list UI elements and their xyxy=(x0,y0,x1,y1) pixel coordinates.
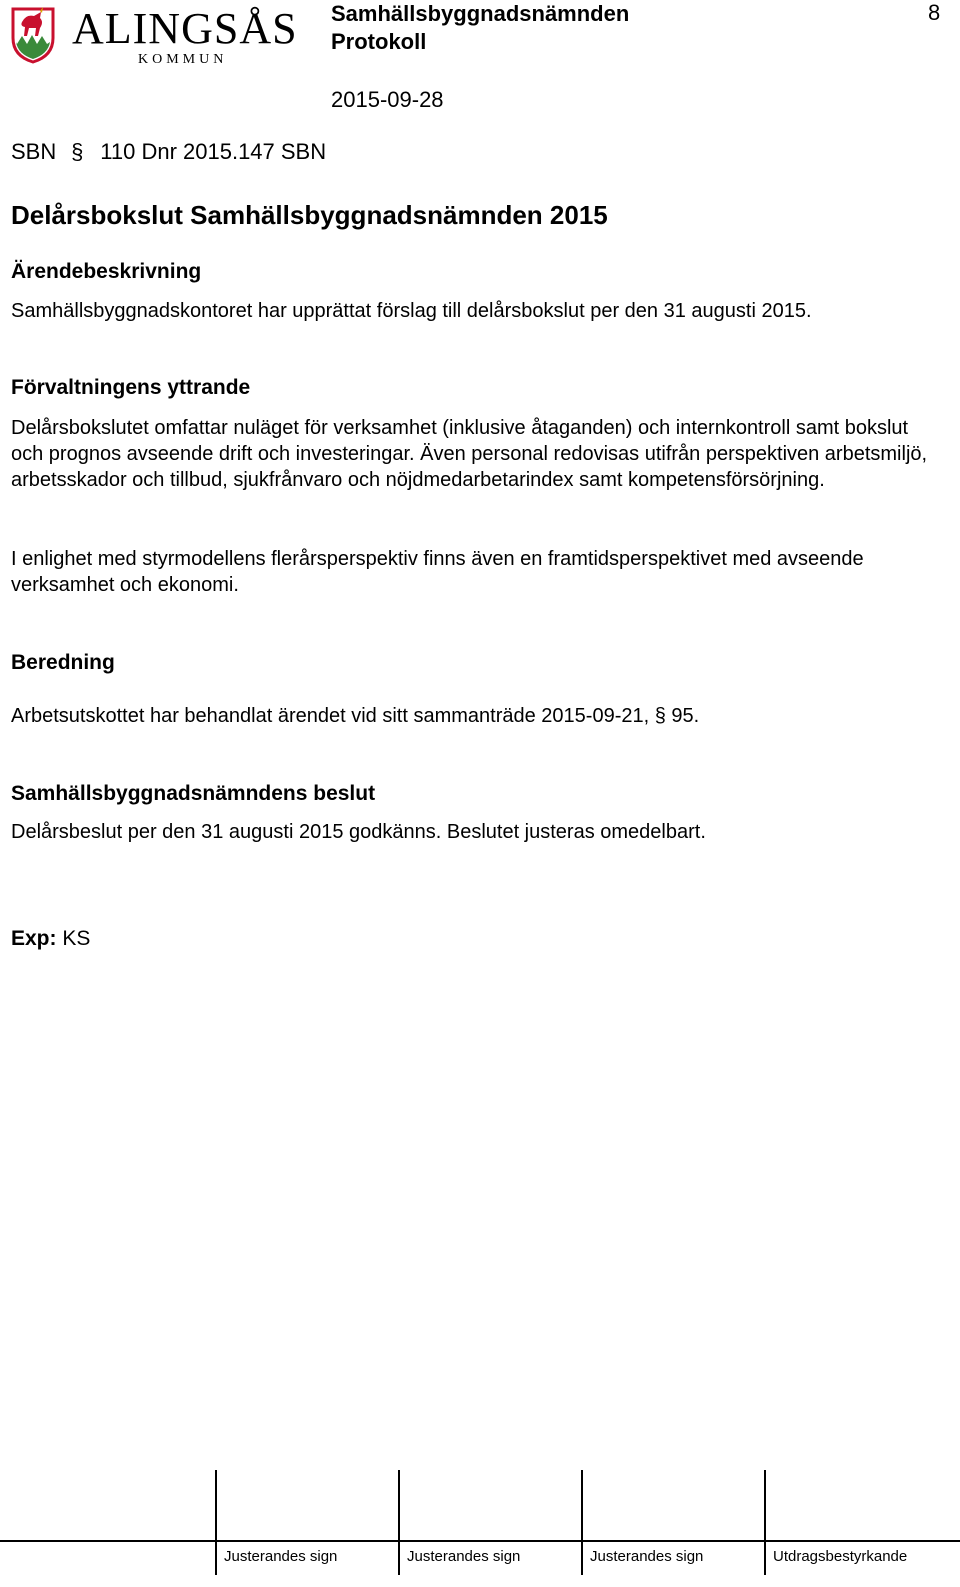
section-heading: Ärendebeskrivning xyxy=(11,260,202,283)
section-heading: Beredning xyxy=(11,651,115,674)
document-type: Protokoll xyxy=(331,29,427,54)
page-title: Delårsbokslut Samhällsbyggnadsnämnden 2015 xyxy=(11,200,608,230)
signature-label: Justerandes sign xyxy=(590,1548,704,1565)
section-number: 110 xyxy=(100,139,136,164)
signature-divider xyxy=(215,1470,217,1575)
signature-label: Utdragsbestyrkande xyxy=(773,1548,908,1565)
section-symbol: § xyxy=(71,139,84,164)
section-paragraph: I enlighet med styrmodellens flerårsperspektiv finns även en framtidsperspektivet med avseende verksamhet och ekonomi. xyxy=(11,548,864,596)
logo-subtitle: KOMMUN xyxy=(138,52,228,67)
signature-label: Justerandes sign xyxy=(407,1548,521,1565)
expedition-label: Exp: xyxy=(11,927,57,950)
expedition-recipient: KS xyxy=(62,927,91,950)
signature-label: Justerandes sign xyxy=(224,1548,338,1565)
ref-org: SBN xyxy=(11,139,57,164)
committee-name: Samhällsbyggnadsnämnden xyxy=(331,1,630,26)
section-heading: Förvaltningens yttrande xyxy=(11,376,251,399)
logo-wordmark: ALINGSÅS xyxy=(72,4,298,53)
section-paragraph: Samhällsbyggnadskontoret har upprättat förslag till delårsbokslut per den 31 augusti 2015. xyxy=(11,300,812,322)
section-paragraph: Delårsbeslut per den 31 augusti 2015 godkänns. Beslutet justeras omedelbart. xyxy=(11,821,706,843)
case-reference xyxy=(11,138,326,166)
signature-baseline xyxy=(0,1540,960,1542)
diary-number: Dnr 2015.147 SBN xyxy=(141,139,327,164)
section-paragraph: Delårsbokslutet omfattar nuläget för verksamhet (inklusive åtaganden) och internkontroll samt bokslut och prognos avseende drift och investeringar. Även personal redovisas utifrån perspektiven arbetsmiljö, arbetsskador och tillbud, sjukfrånvaro och nöjdmedarbetarindex samt kompetensförsörjning. xyxy=(11,417,928,491)
signature-divider xyxy=(581,1470,583,1575)
coat-of-arms-icon xyxy=(10,6,56,64)
meeting-date: 2015-09-28 xyxy=(331,87,444,112)
page-number: 8 xyxy=(928,0,941,25)
municipality-logo xyxy=(10,4,298,67)
section-heading: Samhällsbyggnadsnämndens beslut xyxy=(11,782,376,805)
expedition-line xyxy=(11,926,90,952)
section-paragraph: Arbetsutskottet har behandlat ärendet vid sitt sammanträde 2015-09-21, § 95. xyxy=(11,705,700,727)
signature-divider xyxy=(398,1470,400,1575)
signature-divider xyxy=(764,1470,766,1575)
